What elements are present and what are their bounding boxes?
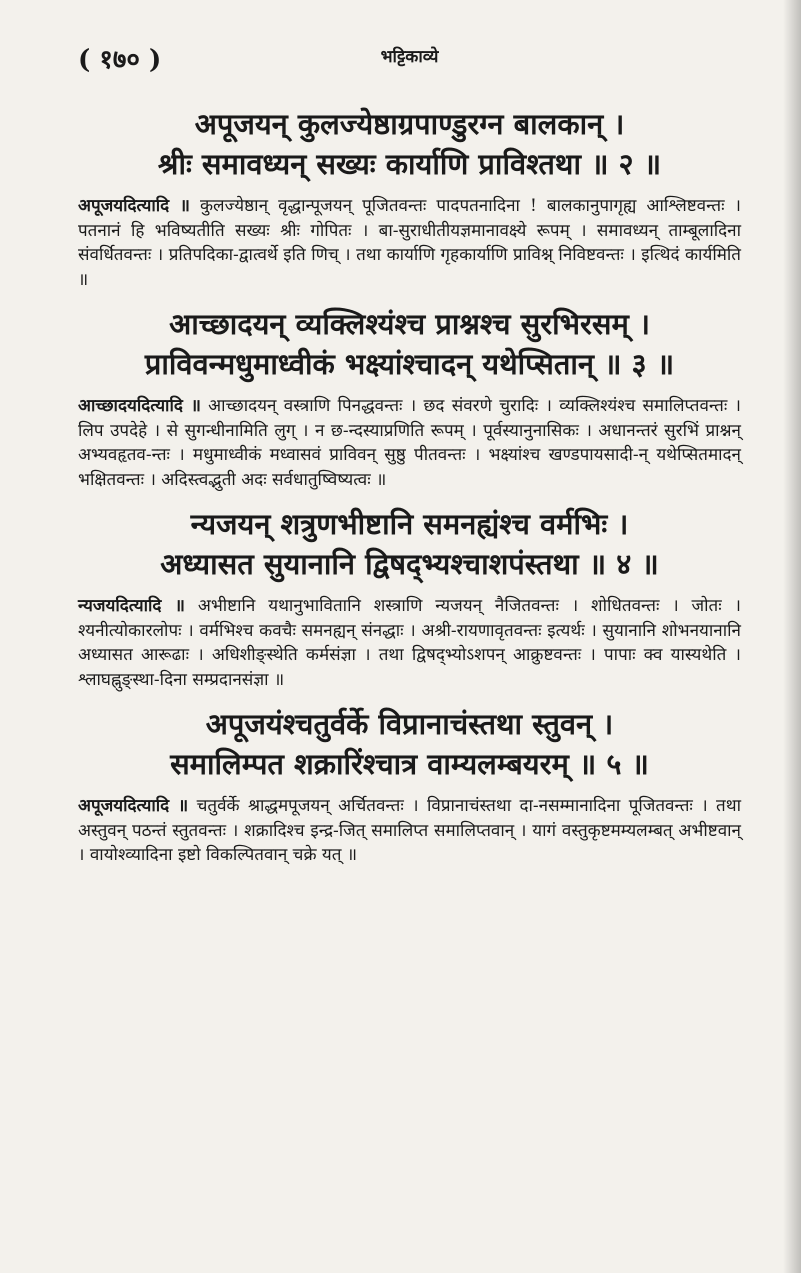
verse [78, 104, 741, 184]
commentary [78, 394, 741, 492]
commentary-text: चतुर्वर्के श्राद्धमपूजयन् अर्चितवन्तः । विप्रानाचंस्तथा दा-नसम्मानादिना पूजितवन्तः । तथा अस्तुवन् पठन्तं स्तुतवन्तः । शक्रादिश्च इन्द्र-जित् समालिप्त समालिप्तवान् । यागं वस्तुकृष्टमम्यलम्बत् अभीष्टवान् । वायोश्व्यादिना इष्टो विकल्पितवान् चक्रे यत् ॥ [78, 796, 742, 865]
commentary-text: अभीष्टानि यथानुभावितानि शस्त्राणि न्यजयन् नैजितवन्तः । शोधितवन्तः । जोतः । श्यनीत्योकारलोपः । वर्मभिश्च कवचैः समनह्यन् संनद्धाः । अश्री-रायणावृतवन्तः इत्यर्थः । सुयानानि शोभनयानानि अध्यासत आरूढाः । अधिशीङ्स्थेति कर्मसंज्ञा । तथा द्विषद्भ्योऽशपन् आक्रुष्टवन्तः । पापाः क्व यास्यथेति । श्लाघह्नुङ्स्था-दिना सम्प्रदानसंज्ञा ॥ [78, 596, 741, 690]
verse-line: अपूजयंश्चतुर्वर्के विप्रानाचंस्तथा स्तुवन् । [205, 707, 614, 741]
verse-line: प्राविवन्मधुमाध्वीकं भक्ष्यांश्चादन् यथेप्सितान् ॥ ३ ॥ [144, 347, 675, 381]
verse-section-2 [78, 304, 741, 492]
verse [78, 504, 741, 584]
verse-line: श्रीः समावध्यन् सख्यः कार्याणि प्राविश्तथा ॥ २ ॥ [157, 147, 662, 181]
commentary-text: आच्छादयन् वस्त्राणि पिनद्धवन्तः । छद संवरणे चुरादिः । व्यक्लिश्यंश्च समालिप्तवन्तः । लिप उपदेहे । से सुगन्धीनामिति लुग् । न छ-न्दस्याप्रणिति रूपम् । पूर्वस्यानुनासिकः । अधानन्तरं सुरभिं प्राश्नन् अभ्यवहृतव-न्तः । मधुमाध्वीकं मध्वासवं प्राविवन् सुष्ठु पीतवन्तः । भक्ष्यांश्च खण्डपायसादी-न् यथेप्सितमादन् भक्षितवन्तः । अदिस्त्वद्भुती अदः सर्वधातुष्विष्यत्वः ॥ [78, 396, 741, 490]
verse-line: समालिम्पत शक्रारिंश्चात्र वाम्यलम्बयरम् ॥ ५ ॥ [170, 747, 649, 781]
verse-section-3 [78, 504, 741, 692]
verse-line: न्यजयन् शत्रुणभीष्टानि समनह्यंश्च वर्मभिः । [190, 507, 629, 541]
running-title: भट्टिकाव्ये [380, 47, 439, 67]
commentary [78, 594, 741, 692]
verse-line: अपूजयन् कुलज्येष्ठाग्रपाण्डुरग्न बालकान् । [194, 107, 625, 141]
verse [78, 704, 741, 784]
commentary [78, 794, 741, 868]
verse-section-1 [78, 104, 741, 292]
verse-section-4 [78, 704, 741, 868]
commentary-label: न्यजयदित्यादि ॥ [78, 596, 185, 616]
commentary-label: आच्छादयदित्यादि ॥ [78, 396, 201, 416]
page-number: ( १७० ) [78, 45, 162, 75]
commentary-label: अपूजयदित्यादि ॥ [78, 796, 189, 816]
verse-line: अध्यासत सुयानानि द्विषद्भ्यश्चाशपंस्तथा ॥ ४ ॥ [160, 547, 659, 581]
page-header [78, 40, 741, 92]
commentary-label: अपूजयदित्यादि ॥ [78, 196, 190, 216]
page-edge-shadow [783, 0, 801, 1273]
commentary [78, 194, 741, 292]
verse [78, 304, 741, 384]
commentary-text: कुलज्येष्ठान् वृद्धान्पूजयन् पूजितवन्तः पादपतनादिना ! बालकानुपागृह्य आश्लिष्टवन्तः । पतनानं हि भविष्यतीति सख्यः श्रीः गोपितः । बा-सुराधीतीयज्ञमानावक्ष्ये रूपम् । समावध्यन् ताम्बूलादिना संवर्धितवन्तः । प्रतिपदिका-द्वात्वर्थे इति णिच् । तथा कार्याणि गृहकार्याणि प्राविश्न् निविष्टवन्तः । इत्थिदं कार्यमिति ॥ [78, 196, 741, 290]
verse-line: आच्छादयन् व्यक्लिश्यंश्च प्राश्नश्च सुरभिरसम् । [169, 307, 650, 341]
